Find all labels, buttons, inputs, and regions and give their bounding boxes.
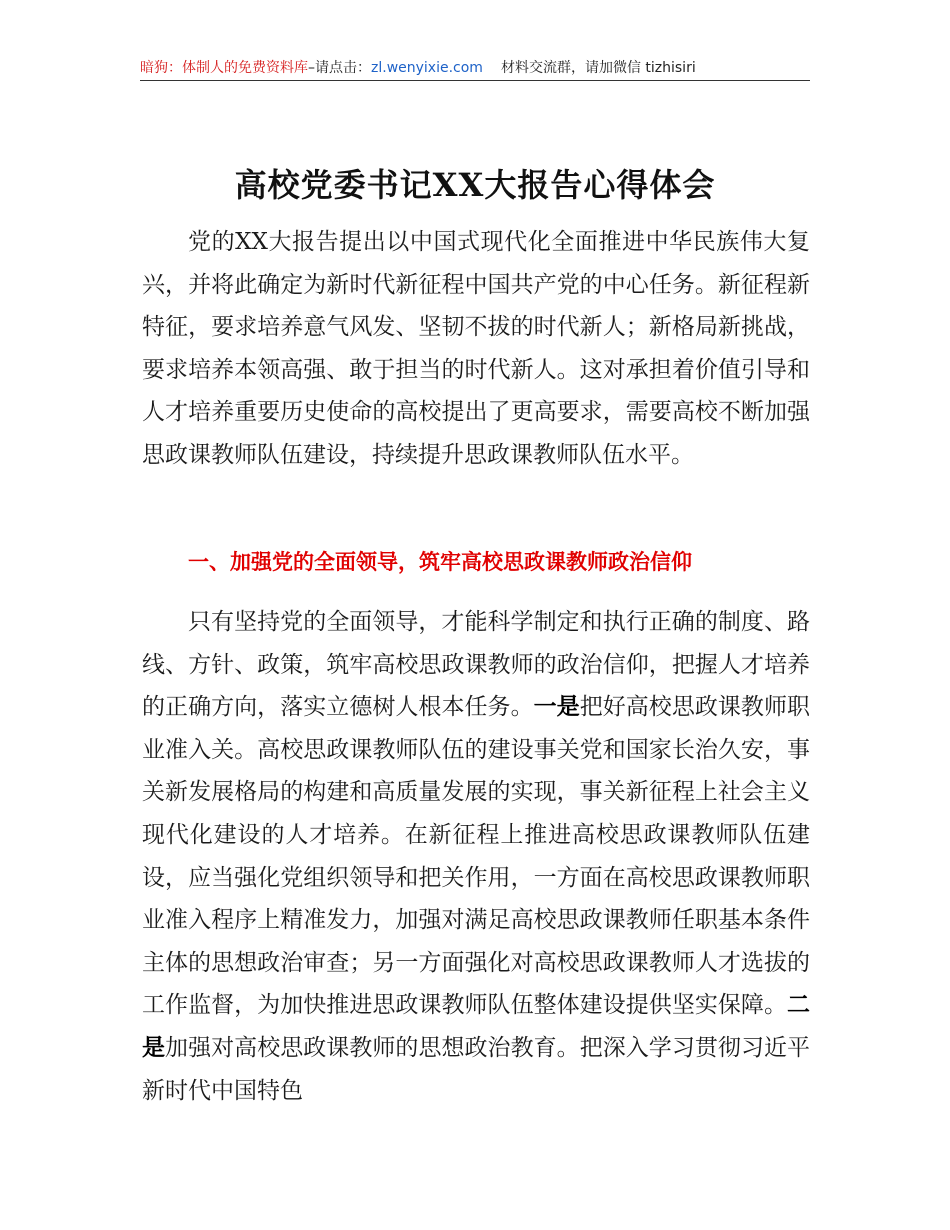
section1-text-part2: 把好高校思政课教师职业准入关。高校思政课教师队伍的建设事关党和国家长治久安，事关新发展格局的构建和高质量发展的实现，事关新征程上社会主义现代化建设的人才培养。在新征程上推进高校思政课教师队伍建设，应当强化党组织领导和把关作用，一方面在高校思政课教师职业准入程序上精准发力，加强对满足高校思政课教师任职基本条件主体的思想政治审查；另一方面强化对高校思政课教师人才选拔的工作监督，为加快推进思政课教师队伍整体建设提供坚实保障。 [142, 694, 811, 1019]
header-divider [140, 80, 810, 81]
section1-paragraph [142, 601, 810, 1112]
section1-bold-second: 二是 [142, 991, 810, 1061]
header-contact: 材料交流群，请加微信 tizhisiri [500, 60, 696, 76]
section-heading-1: 一、加强党的全面领导，筑牢高校思政课教师政治信仰 [188, 550, 692, 574]
section1-text-part3: 加强对高校思政课教师的思想政治教育。把深入学习贯彻习近平新时代中国特色 [142, 1034, 811, 1104]
section1-text-part1: 只有坚持党的全面领导，才能科学制定和执行正确的制度、路线、方针、政策，筑牢高校思政课教师的政治信仰，把握人才培养的正确方向，落实立德树人根本任务。 [142, 609, 810, 721]
document-title: 高校党委书记XX大报告心得体会 [234, 166, 716, 205]
intro-paragraph: 党的XX大报告提出以中国式现代化全面推进中华民族伟大复兴，并将此确定为新时代新征程中国共产党的中心任务。新征程新特征，要求培养意气风发、坚韧不拔的时代新人；新格局新挑战，要求培养本领高强、敢于担当的时代新人。这对承担着价值引导和人才培养重要历史使命的高校提出了更高要求，需要高校不断加强思政课教师队伍建设，持续提升思政课教师队伍水平。 [142, 229, 810, 468]
header-site-name: 暗狗：体制人的免费资料库 [140, 60, 308, 76]
header-click-prompt: –请点击： [308, 60, 371, 76]
page-header [140, 58, 810, 82]
section1-bold-first: 一是 [533, 693, 580, 721]
header-url-link[interactable]: zl.wenyixie.com [371, 60, 483, 76]
